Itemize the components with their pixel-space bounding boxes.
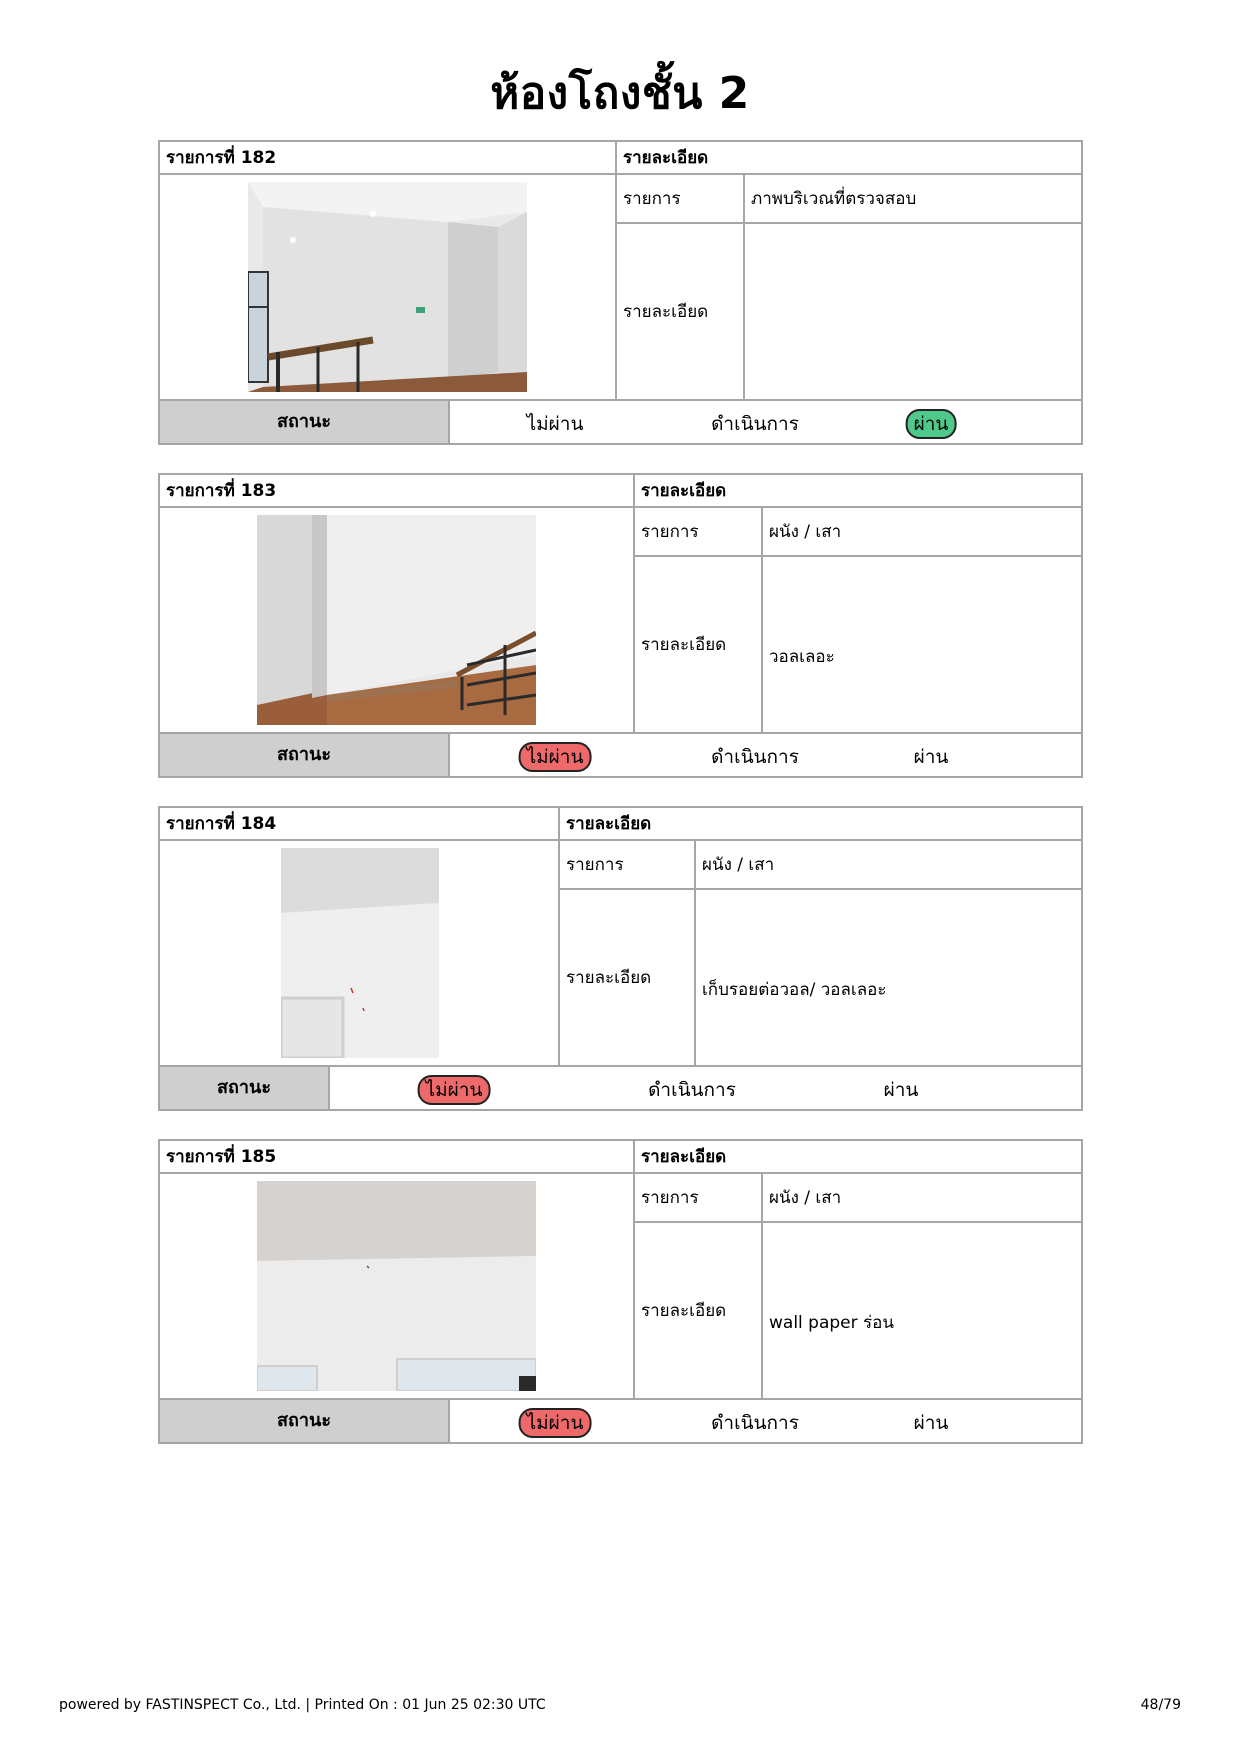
photo-cell: [160, 175, 617, 399]
inspection-card-185: [158, 1139, 1083, 1444]
detail-header: รายละเอียด: [566, 814, 652, 834]
status-fail-option-selected[interactable]: ไม่ผ่าน: [519, 1408, 592, 1438]
detail-label: รายละเอียด: [635, 1223, 763, 1398]
page-title: ห้องโถงชั้น 2: [490, 68, 750, 119]
detail-value: [745, 224, 1081, 399]
item-label: รายการ: [635, 1174, 763, 1221]
inspection-card-183: [158, 473, 1083, 778]
item-value: ภาพบริเวณที่ตรวจสอบ: [751, 189, 917, 209]
inspection-photo[interactable]: [248, 182, 527, 392]
status-label: สถานะ: [160, 1067, 330, 1109]
inspection-photo[interactable]: [281, 848, 439, 1058]
photo-cell: [160, 1174, 635, 1398]
detail-value: วอลเลอะ: [769, 647, 835, 667]
status-fail-option-selected[interactable]: ไม่ผ่าน: [519, 742, 592, 772]
inspection-photo[interactable]: [257, 1181, 536, 1391]
item-label: รายการ: [560, 841, 696, 888]
status-pass-option[interactable]: ผ่าน: [913, 746, 949, 768]
status-options: [450, 401, 1081, 443]
detail-value: เก็บรอยต่อวอล/ วอลเลอะ: [702, 980, 887, 1000]
item-value: ผนัง / เสา: [769, 522, 842, 542]
detail-label: รายละเอียด: [560, 890, 696, 1065]
detail-label: รายละเอียด: [617, 224, 745, 399]
status-options: [450, 734, 1081, 776]
status-in-progress-option[interactable]: ดำเนินการ: [711, 1412, 799, 1434]
status-in-progress-option[interactable]: ดำเนินการ: [711, 746, 799, 768]
status-pass-option-selected[interactable]: ผ่าน: [906, 409, 957, 439]
photo-cell: [160, 508, 635, 732]
item-value: ผนัง / เสา: [702, 855, 775, 875]
photo-cell: [160, 841, 560, 1065]
footer-credit: powered by FASTINSPECT Co., Ltd. | Printed On : 01 Jun 25 02:30 UTC: [59, 1697, 546, 1713]
item-number: รายการที่ 182: [160, 142, 617, 173]
detail-header: รายละเอียด: [641, 481, 727, 501]
inspection-photo[interactable]: [257, 515, 536, 725]
item-number: รายการที่ 183: [160, 475, 635, 506]
detail-header: รายละเอียด: [623, 148, 709, 168]
item-number: รายการที่ 185: [160, 1141, 635, 1172]
status-label: สถานะ: [160, 734, 450, 776]
detail-header: รายละเอียด: [641, 1147, 727, 1167]
status-label: สถานะ: [160, 401, 450, 443]
status-pass-option[interactable]: ผ่าน: [913, 1412, 949, 1434]
status-in-progress-option[interactable]: ดำเนินการ: [711, 413, 799, 435]
status-fail-option[interactable]: ไม่ผ่าน: [526, 413, 584, 435]
status-options: [330, 1067, 1081, 1109]
status-in-progress-option[interactable]: ดำเนินการ: [648, 1079, 736, 1101]
item-label: รายการ: [635, 508, 763, 555]
detail-label: รายละเอียด: [635, 557, 763, 732]
item-number: รายการที่ 184: [160, 808, 560, 839]
status-fail-option-selected[interactable]: ไม่ผ่าน: [418, 1075, 491, 1105]
inspection-card-182: [158, 140, 1083, 445]
status-pass-option[interactable]: ผ่าน: [883, 1079, 919, 1101]
item-value: ผนัง / เสา: [769, 1188, 842, 1208]
status-label: สถานะ: [160, 1400, 450, 1442]
status-options: [450, 1400, 1081, 1442]
inspection-card-184: [158, 806, 1083, 1111]
detail-value: wall paper ร่อน: [769, 1313, 894, 1333]
item-label: รายการ: [617, 175, 745, 222]
page-number: 48/79: [1140, 1697, 1181, 1713]
